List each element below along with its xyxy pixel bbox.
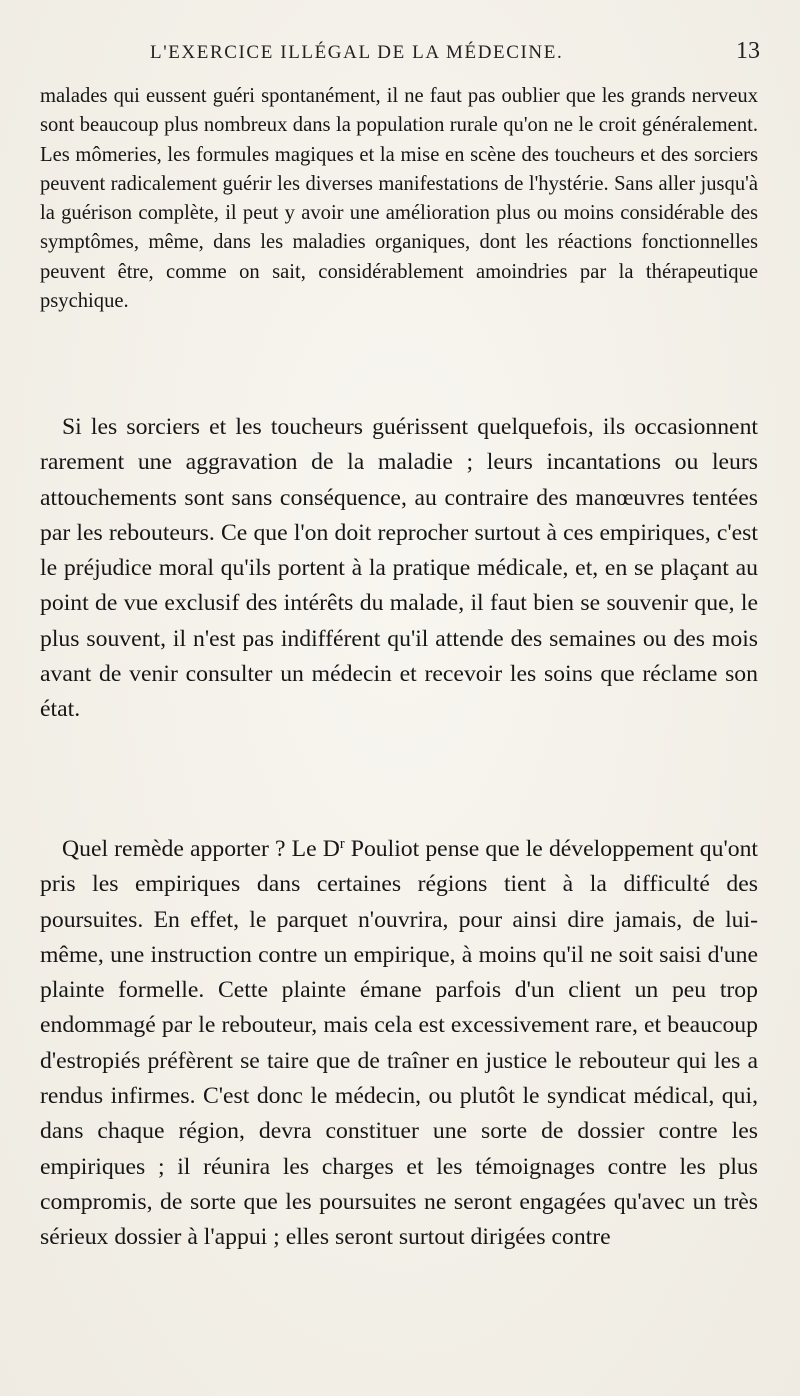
paragraph-remede — [40, 832, 758, 1256]
running-title: L'EXERCICE ILLÉGAL DE LA MÉDECINE. — [150, 42, 564, 63]
paragraph-remede-rest: Pouliot pense que le développement qu'ont pris les empiriques dans certaines régions tient à la difficulté des poursuites. En effet, le parquet n'ouvrira, pour ainsi dire jamais, de lui-même, une instruction contre un empirique, à moins qu'il ne soit saisi d'une plainte formelle. Cette plainte émane parfois d'un client un peu trop endommagé par le rebouteur, mais cela est excessivement rare, et beaucoup d'estropiés préfèrent se taire que de traîner en justice le rebouteur qui les a rendus infirmes. C'est donc le médecin, ou plutôt le syndicat médical, qui, dans chaque région, devra constituer une sorte de dossier contre les empiriques ; il réunira les charges et les témoignages contre les plus compromis, de sorte que les poursuites ne seront engagées qu'avec un très sérieux dossier à l'appui ; elles seront surtout dirigées contre — [40, 836, 758, 1251]
paragraph-remede-start: Quel remède apporter ? Le D — [62, 836, 340, 862]
paragraph-sorciers: Si les sorciers et les toucheurs guérissent quelquefois, ils occasionnent rarement une aggravation de la maladie ; leurs incantations ou leurs attouchements sont sans conséquence, au contraire des manœuvres tentées par les rebouteurs. Ce que l'on doit reprocher surtout à ces empiriques, c'est le préjudice moral qu'ils portent à la pratique médicale, et, en se plaçant au point de vue exclusif des intérêts du malade, il faut bien se souvenir que, le plus souvent, il n'est pas indifférent qu'il attende des semaines ou des mois avant de venir consulter un médecin et recevoir les soins que réclame son état. — [40, 414, 758, 723]
page-number: 13 — [736, 38, 760, 64]
paragraph-small-print: malades qui eussent guéri spontanément, il ne faut pas oublier que les grands nerveux sont beaucoup plus nombreux dans la population rurale qu'on ne le croit généralement. Les mômeries, les formules magiques et la mise en scène des toucheurs et des sorciers peuvent radicalement guérir les diverses manifestations de l'hystérie. Sans aller jusqu'à la guérison complète, il peut y avoir une amélioration plus ou moins considérable des symptômes, même, dans les maladies organiques, dont les réactions fonctionnelles peuvent être, comme on sait, considérablement amoindries par la thérapeutique psychique. — [40, 85, 758, 313]
running-head — [0, 34, 800, 74]
doctor-abbrev-superscript: r — [339, 836, 345, 853]
